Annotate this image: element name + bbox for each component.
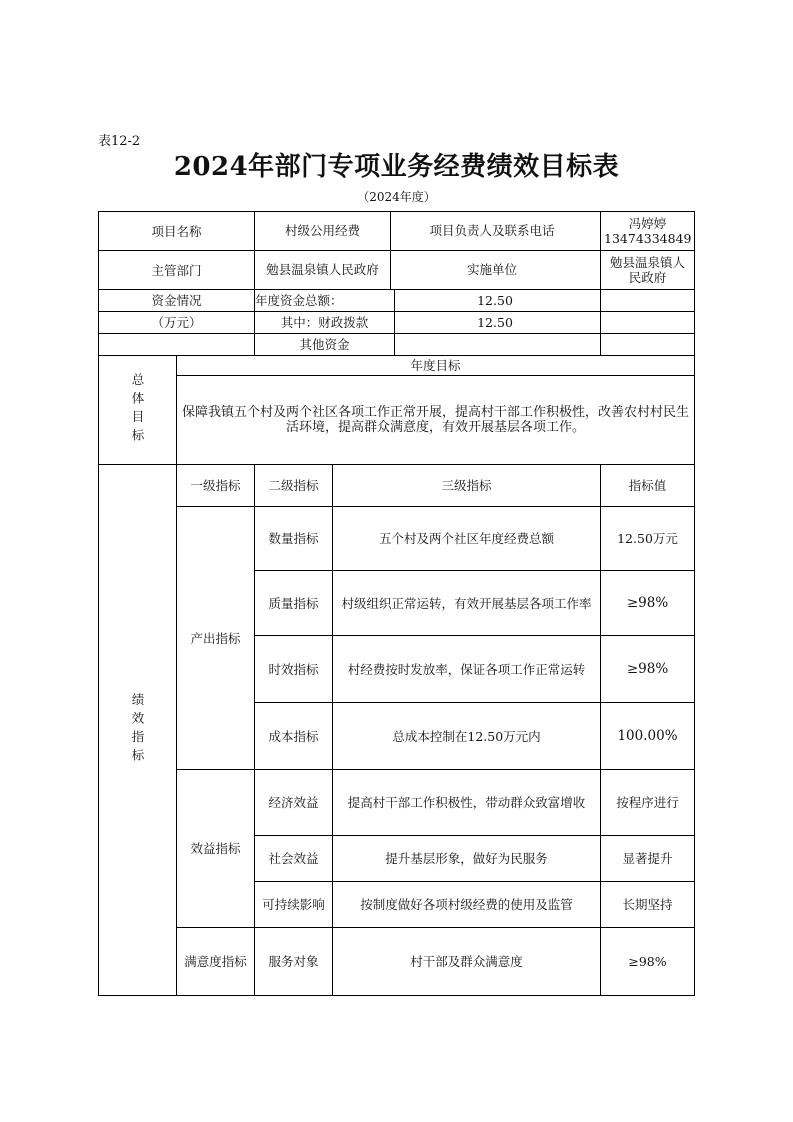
fiscal-label: 其中：财政拨款 — [255, 312, 395, 333]
level3-cell: 五个村及两个社区年度经费总额 — [333, 507, 601, 571]
table-row — [99, 928, 695, 996]
value-cell: 按程序进行 — [601, 770, 695, 836]
level2-cell: 社会效益 — [255, 836, 333, 882]
dept-value: 勉县温泉镇人民政府 — [255, 251, 391, 289]
value-cell: ≥98% — [601, 928, 695, 996]
value-cell: 12.50万元 — [601, 507, 695, 571]
value-cell: 显著提升 — [601, 836, 695, 882]
header-value: 指标值 — [601, 465, 695, 507]
table-row — [99, 465, 695, 507]
level2-cell: 时效指标 — [255, 636, 333, 703]
value-cell: ≥98% — [601, 636, 695, 703]
funds-label: 资金情况 — [99, 290, 255, 312]
dept-label: 主管部门 — [99, 251, 255, 290]
funds-unit: （万元） — [99, 312, 255, 334]
contact-label: 项目负责人及联系电话 — [429, 223, 555, 238]
level2-cell: 经济效益 — [255, 770, 333, 836]
table-row — [99, 290, 695, 312]
level2-cell: 可持续影响 — [255, 882, 333, 928]
table-row — [99, 334, 695, 356]
value-cell: 长期坚持 — [601, 882, 695, 928]
level2-cell: 质量指标 — [255, 571, 333, 636]
contact-phone: 13474334849 — [604, 231, 692, 246]
table-row — [99, 356, 695, 376]
level3-cell: 村经费按时发放率，保证各项工作正常运转 — [333, 636, 601, 703]
header-level2: 二级指标 — [255, 465, 333, 507]
table-number: 表12-2 — [98, 134, 141, 149]
performance-target-table — [98, 211, 695, 996]
contact-cell — [601, 212, 695, 251]
level3-cell: 总成本控制在12.50万元内 — [333, 703, 601, 770]
contact-name: 冯婷婷 — [628, 216, 667, 231]
table-row — [99, 507, 695, 571]
level2-cell: 数量指标 — [255, 507, 333, 571]
fiscal-value: 12.50 — [477, 315, 513, 330]
other-label: 其他资金 — [255, 334, 395, 355]
output-level1: 产出指标 — [177, 507, 255, 770]
level3-cell: 村级组织正常运转，有效开展基层各项工作率 — [333, 571, 601, 636]
satisfaction-level1: 满意度指标 — [177, 928, 255, 996]
table-row — [99, 376, 695, 465]
annual-goal-label: 年度目标 — [177, 356, 695, 376]
table-row — [99, 312, 695, 334]
page-title: 2024年部门专项业务经费绩效目标表 — [173, 152, 620, 182]
annual-goal-text: 保障我镇五个村及两个社区各项工作正常开展，提高村干部工作积极性，改善农村村民生活环境，提高群众满意度，有效开展基层各项工作。 — [177, 376, 695, 465]
value-cell: 100.00% — [601, 703, 695, 770]
project-name-label: 项目名称 — [99, 212, 255, 251]
value-cell: ≥98% — [601, 571, 695, 636]
impl-label: 实施单位 — [467, 262, 518, 277]
header-level3: 三级指标 — [333, 465, 601, 507]
level2-cell: 服务对象 — [255, 928, 333, 996]
level2-cell: 成本指标 — [255, 703, 333, 770]
project-name-value: 村级公用经费 — [255, 212, 391, 250]
level3-cell: 按制度做好各项村级经费的使用及监管 — [333, 882, 601, 928]
indicators-label: 绩效指标 — [99, 465, 177, 996]
header-level1: 一级指标 — [177, 465, 255, 507]
overall-goal-label: 总体目标 — [99, 356, 177, 465]
table-row — [99, 251, 695, 290]
table-row — [99, 770, 695, 836]
impl-cell — [601, 251, 695, 290]
benefit-level1: 效益指标 — [177, 770, 255, 928]
level3-cell: 提高村干部工作积极性，带动群众致富增收 — [333, 770, 601, 836]
total-label: 年度资金总额： — [255, 290, 395, 311]
impl-value-line1: 勉县温泉镇人 — [610, 255, 686, 270]
table-row — [99, 212, 695, 251]
level3-cell: 提升基层形象，做好为民服务 — [333, 836, 601, 882]
level3-cell: 村干部及群众满意度 — [333, 928, 601, 996]
impl-value-line2: 民政府 — [628, 270, 667, 285]
total-value: 12.50 — [477, 293, 513, 308]
year-subtitle: （2024年度） — [357, 190, 436, 204]
